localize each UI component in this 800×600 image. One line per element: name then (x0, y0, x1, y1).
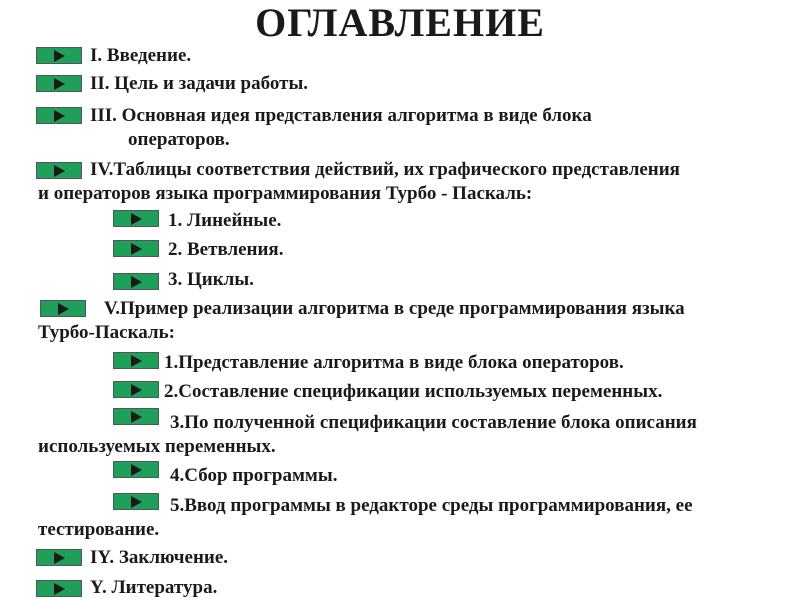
toc-subitem-specification[interactable]: 2.Составление спецификации используемых переменных. (164, 381, 663, 402)
toc-item-example[interactable]: V.Пример реализации алгоритма в среде программирования языка (104, 298, 685, 319)
nav-button-assembly[interactable] (113, 461, 159, 478)
toc-subitem-declaration[interactable]: 3.По полученной спецификации составление блока описания (170, 412, 697, 433)
toc-item-tables-cont: и операторов языка программирования Турбо - Паскаль: (38, 183, 533, 204)
nav-button-conclusion[interactable] (36, 549, 82, 566)
toc-subitem-testing[interactable]: 5.Ввод программы в редакторе среды программирования, ее (170, 495, 693, 516)
toc-item-introduction[interactable]: I. Введение. (90, 45, 192, 66)
toc-item-example-cont: Турбо-Паскаль: (38, 322, 175, 343)
toc-item-tables[interactable]: IV.Таблицы соответствия действий, их графического представления (90, 159, 680, 180)
toc-subitem-testing-cont: тестирование. (38, 519, 160, 540)
nav-button-example[interactable] (40, 300, 86, 317)
toc-item-goals[interactable]: II. Цель и задачи работы. (90, 73, 309, 94)
nav-button-declaration[interactable] (113, 408, 159, 425)
nav-button-introduction[interactable] (36, 47, 82, 64)
nav-button-specification[interactable] (113, 381, 159, 398)
toc-subitem-loops[interactable]: 3. Циклы. (168, 269, 254, 290)
nav-button-literature[interactable] (36, 580, 82, 597)
toc-subitem-representation[interactable]: 1.Представление алгоритма в виде блока операторов. (164, 352, 624, 373)
nav-button-linear[interactable] (113, 210, 159, 227)
toc-item-conclusion[interactable]: IY. Заключение. (90, 547, 229, 568)
toc-subitem-branching[interactable]: 2. Ветвления. (168, 239, 284, 260)
nav-button-branching[interactable] (113, 240, 159, 257)
nav-button-main-idea[interactable] (36, 107, 82, 124)
toc-subitem-assembly[interactable]: 4.Сбор программы. (170, 465, 338, 486)
toc-subitem-declaration-cont: используемых переменных. (38, 436, 276, 457)
nav-button-tables[interactable] (36, 162, 82, 179)
nav-button-testing[interactable] (113, 493, 159, 510)
nav-button-goals[interactable] (36, 75, 82, 92)
toc-subitem-linear[interactable]: 1. Линейные. (168, 210, 282, 231)
toc-item-main-idea-cont: операторов. (128, 129, 230, 150)
nav-button-representation[interactable] (113, 352, 159, 369)
page-title: ОГЛАВЛЕНИЕ (255, 0, 545, 45)
toc-item-literature[interactable]: Y. Литература. (90, 577, 218, 598)
toc-item-main-idea[interactable]: III. Основная идея представления алгоритма в виде блока (90, 105, 592, 126)
nav-button-loops[interactable] (113, 273, 159, 290)
